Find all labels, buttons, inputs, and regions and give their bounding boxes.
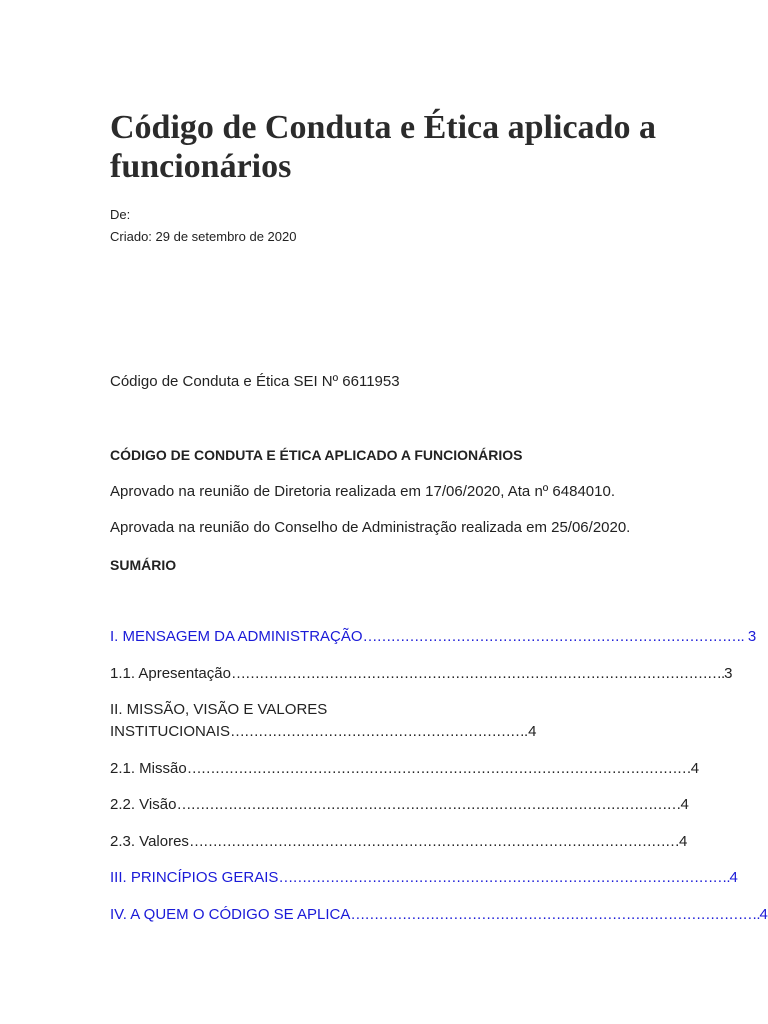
toc-leader: ……………………………………………………… xyxy=(230,723,525,740)
toc-leader: ……………………………………………………………………………………………. xyxy=(230,665,725,682)
sei-reference: Código de Conduta e Ética SEI Nº 6611953 xyxy=(110,373,400,390)
author-label: De: xyxy=(110,207,131,222)
toc-label: III. PRINCÍPIOS GERAIS xyxy=(110,869,279,886)
section-heading: CÓDIGO DE CONDUTA E ÉTICA APLICADO A FUNCIONÁRIOS xyxy=(110,447,523,463)
toc-page-number: 3 xyxy=(743,628,757,645)
toc-label: IV. A QUEM O CÓDIGO SE APLICA xyxy=(110,906,351,923)
toc-item-missao xyxy=(110,758,699,780)
toc-page-number: 4 xyxy=(759,906,768,923)
toc-item-mensagem[interactable] xyxy=(110,626,756,648)
document-title: Código de Conduta e Ética aplicado a funcionários xyxy=(110,109,656,185)
summary-heading: SUMÁRIO xyxy=(110,557,177,573)
toc-item-valores xyxy=(110,831,687,853)
toc-item-missao-visao-valores xyxy=(110,699,327,721)
toc-label: I. MENSAGEM DA ADMINISTRAÇÃO xyxy=(110,628,363,645)
toc-label: 2.2. Visão xyxy=(110,796,177,813)
toc-page-number: 4 xyxy=(690,760,700,777)
approval-council: Aprovada na reunião do Conselho de Administração realizada em 25/06/2020. xyxy=(110,519,631,536)
toc-leader: …………………………………………………………………………………………… xyxy=(188,833,679,850)
toc-leader: ……………………………………………………………………………………………… xyxy=(186,760,691,777)
toc-page-number: 3 xyxy=(724,665,733,682)
approval-directorate: Aprovado na reunião de Diretoria realizada em 17/06/2020, Ata nº 6484010. xyxy=(110,483,615,500)
toc-item-a-quem-se-aplica[interactable] xyxy=(110,904,768,926)
toc-label: INSTITUCIONAIS xyxy=(110,723,231,740)
toc-leader: ……………………………………………………………………………………. xyxy=(278,869,730,886)
toc-page-number: 4 xyxy=(729,869,738,886)
toc-item-principios-gerais[interactable] xyxy=(110,867,738,889)
toc-item-visao xyxy=(110,794,689,816)
toc-label: 2.1. Missão xyxy=(110,760,187,777)
toc-page-number: 4 xyxy=(680,796,689,813)
toc-label: 1.1. Apresentação xyxy=(110,665,231,682)
toc-label: 2.3. Valores xyxy=(110,833,189,850)
toc-page-number: .4 xyxy=(524,723,537,740)
toc-label: II. MISSÃO, VISÃO E VALORES xyxy=(110,701,328,718)
created-date: Criado: 29 de setembro de 2020 xyxy=(110,229,297,244)
toc-leader: ……………………………………………………………………………………………… xyxy=(176,796,681,813)
toc-leader: ……………………………………………………………………………. xyxy=(350,906,760,923)
toc-item-institucionais xyxy=(110,721,537,743)
toc-leader: ………………………………………………………………………. xyxy=(362,628,744,645)
toc-item-apresentacao xyxy=(110,663,732,685)
toc-page-number: 4 xyxy=(678,833,688,850)
